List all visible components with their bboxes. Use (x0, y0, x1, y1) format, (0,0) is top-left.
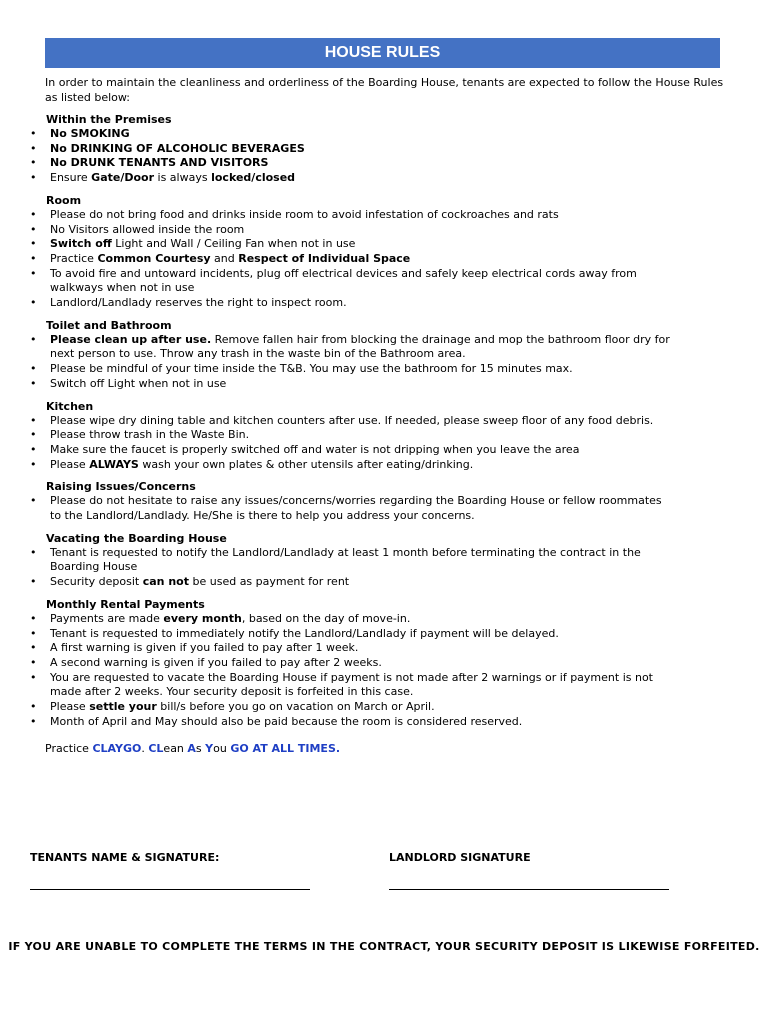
rule-text: No DRUNK TENANTS AND VISITORS (50, 156, 269, 170)
section-title: Room (46, 193, 82, 207)
rule-item (0, 267, 670, 296)
section-title: Monthly Rental Payments (46, 597, 205, 611)
rule-text: Payments are made (50, 611, 164, 625)
rule-text: Switch off (50, 237, 112, 251)
rule-item (0, 641, 670, 656)
rule-text: Make sure the faucet is properly switched off and water is not dripping when you leave the area (50, 442, 580, 456)
rule-item (0, 443, 670, 458)
section-title: Kitchen (46, 399, 94, 413)
rule-item (0, 362, 670, 377)
rule-section (0, 318, 768, 392)
rule-text: Please (50, 457, 90, 471)
rule-text: Tenant is requested to notify the Landlord/Landlady at least 1 month before terminating the contract in the Boarding House (50, 545, 641, 574)
rule-sections (0, 112, 768, 730)
rule-text: and (210, 251, 239, 265)
tenant-signature-label: TENANTS NAME & SIGNATURE: (30, 851, 220, 864)
deposit-forfeit-note: IF YOU ARE UNABLE TO COMPLETE THE TERMS IN THE CONTRACT, YOUR SECURITY DEPOSIT IS LIKEWISE FORFEITED. (8, 940, 760, 953)
rule-list (0, 127, 768, 186)
rule-text: Please do not bring food and drinks inside room to avoid infestation of cockroaches and rats (50, 207, 559, 221)
rule-text: Please clean up after use. (50, 332, 212, 346)
rule-section (0, 193, 768, 311)
rule-item (0, 414, 670, 429)
rule-text: can not (142, 575, 189, 589)
rule-text: Common Courtesy (97, 251, 211, 265)
motto-text: ean (163, 741, 188, 755)
motto-text: CLAYGO (92, 741, 142, 755)
motto-text: A (187, 741, 196, 755)
rule-list (0, 494, 768, 523)
rule-item (0, 575, 670, 590)
rule-item (0, 208, 670, 223)
rule-text: Ensure (50, 171, 92, 185)
rule-text: You are requested to vacate the Boarding House if payment is not made after 2 warnings or if payment is not made after 2 weeks. Your security deposit is forfeited in this case. (50, 670, 653, 699)
rule-text: wash your own plates & other utensils after eating/drinking. (138, 457, 474, 471)
rule-section (0, 479, 768, 523)
rule-item (0, 656, 670, 671)
rule-item (0, 715, 670, 730)
rule-section (0, 399, 768, 473)
rule-text: Please do not hesitate to raise any issues/concerns/worries regarding the Boarding House or fellow roommates to the Landlord/Landlady. He/She is there to help you address your concerns. (50, 494, 662, 523)
rule-list (0, 333, 768, 392)
rule-section (0, 597, 768, 730)
motto-text: CL (148, 741, 164, 755)
rule-text: , based on the day of move-in. (241, 611, 411, 625)
rule-text: be used as payment for rent (189, 575, 350, 589)
rule-text: Please wipe dry dining table and kitchen counters after use. If needed, please sweep floor of any food debris. (50, 413, 654, 427)
rule-item (0, 458, 670, 473)
rule-text: A second warning is given if you failed to pay after 2 weeks. (50, 655, 382, 669)
practice-prefix: Practice (45, 741, 93, 755)
rule-text: Remove fallen hair from blocking the drainage and mop the bathroom floor dry for next person to use. Throw any trash in the waste bin of the Bathroom area. (50, 332, 670, 361)
rule-item (0, 700, 670, 715)
rule-text: A first warning is given if you failed to pay after 1 week. (50, 641, 359, 655)
practice-motto (92, 742, 340, 755)
rule-text: Security deposit (50, 575, 143, 589)
rule-item (0, 377, 670, 392)
rule-text: Light and Wall / Ceiling Fan when not in use (111, 237, 356, 251)
page-title: HOUSE RULES (45, 38, 720, 68)
rule-item (0, 296, 670, 311)
landlord-signature-label: LANDLORD SIGNATURE (389, 851, 531, 864)
rule-item (0, 671, 670, 700)
rules-body (0, 75, 768, 756)
rule-item (0, 142, 670, 157)
rule-item (0, 223, 670, 238)
motto-text: ou (213, 741, 231, 755)
rule-item (0, 546, 670, 575)
motto-text: . (141, 741, 149, 755)
rule-text: Month of April and May should also be paid because the room is considered reserved. (50, 714, 523, 728)
rule-list (0, 208, 768, 311)
rule-text: Gate/Door (91, 171, 155, 185)
rule-text: No SMOKING (50, 127, 130, 140)
section-title: Vacating the Boarding House (46, 531, 227, 545)
rule-text: Switch off Light when not in use (50, 376, 227, 390)
rule-text: Please (50, 700, 90, 714)
section-title: Toilet and Bathroom (46, 318, 172, 332)
rule-text: No Visitors allowed inside the room (50, 222, 245, 236)
rule-text: settle your (89, 700, 157, 714)
rule-text: locked/closed (211, 171, 296, 185)
rule-list (0, 546, 768, 590)
rule-list (0, 612, 768, 730)
rule-item (0, 428, 670, 443)
rule-text: bill/s before you go on vacation on March or April. (156, 700, 435, 714)
rule-item (0, 156, 670, 171)
rule-list (0, 414, 768, 473)
landlord-signature-line (389, 879, 669, 890)
rule-text: Please be mindful of your time inside the T&B. You may use the bathroom for 15 minutes max. (50, 362, 573, 376)
rule-text: Please throw trash in the Waste Bin. (50, 428, 250, 442)
motto-text: Y (205, 741, 214, 755)
rule-text: No DRINKING OF ALCOHOLIC BEVERAGES (50, 141, 305, 155)
rule-section (0, 531, 768, 590)
rule-item (0, 171, 670, 186)
intro-paragraph: In order to maintain the cleanliness and orderliness of the Boarding House, tenants are expected to follow the House Rules as listed below: (45, 76, 724, 104)
claygo-reminder (45, 741, 768, 756)
rule-text: Respect of Individual Space (238, 251, 411, 265)
rule-item (0, 627, 670, 642)
rule-section (0, 112, 768, 186)
motto-text: GO AT ALL TIMES. (230, 741, 341, 755)
motto-text: s (195, 741, 206, 755)
rule-text: Landlord/Landlady reserves the right to inspect room. (50, 296, 347, 310)
rule-text: ALWAYS (89, 457, 139, 471)
rule-item (0, 252, 670, 267)
rule-item (0, 494, 670, 523)
rule-item (0, 237, 670, 252)
tenant-signature-line (30, 879, 310, 890)
rule-item (0, 612, 670, 627)
rule-text: To avoid fire and untoward incidents, plug off electrical devices and safely keep electrical cords away from walkways when not in use (50, 266, 637, 295)
rule-text: Practice (50, 251, 98, 265)
rule-text: Tenant is requested to immediately notify the Landlord/Landlady if payment will be delayed. (50, 626, 559, 640)
rule-item (0, 127, 670, 142)
rule-text: is always (154, 171, 212, 185)
section-title: Within the Premises (46, 113, 172, 126)
rule-text: every month (163, 611, 242, 625)
section-title: Raising Issues/Concerns (46, 480, 196, 494)
rule-item (0, 333, 670, 362)
